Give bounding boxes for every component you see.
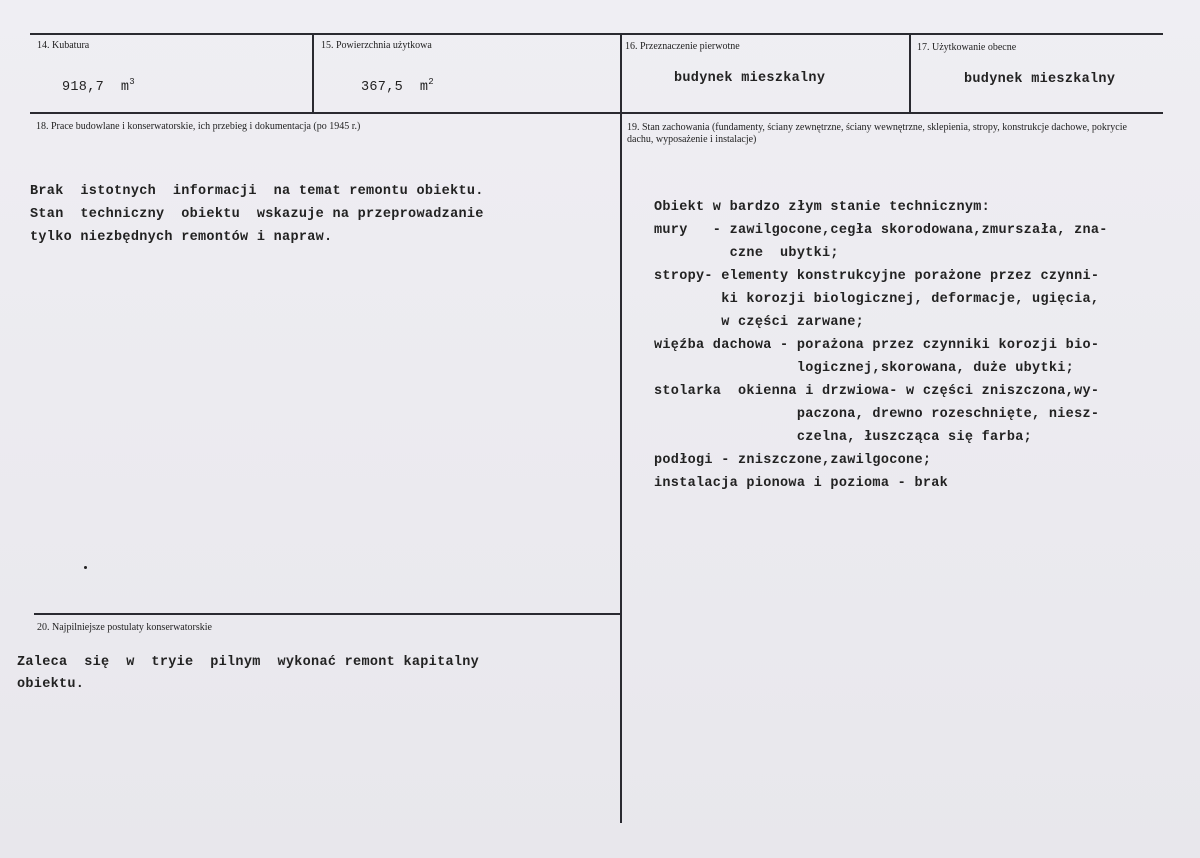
col-rule-b <box>620 33 622 823</box>
field-18-text <box>30 180 484 249</box>
col-rule-c <box>909 33 911 114</box>
area-value: 367,5 <box>361 80 404 95</box>
field-20-line: Zaleca się w tryie pilnym wykonać remont kapitalny <box>17 655 480 670</box>
field-18-line: Brak istotnych informacji na temat remontu obiektu. <box>30 184 484 199</box>
area-exponent: 2 <box>428 77 434 87</box>
field-20-text <box>17 652 479 696</box>
col-rule-a <box>312 33 314 114</box>
area-unit: m <box>419 80 429 95</box>
field-14-label: 14. Kubatura <box>37 40 90 51</box>
field-18-line: Stan techniczny obiektu wskazuje na przeprowadzanie <box>30 207 484 222</box>
field-17-value: budynek mieszkalny <box>964 72 1116 87</box>
field-18-line: tylko niezbędnych remontów i napraw. <box>30 230 333 245</box>
field-19-line: czelna, łuszcząca się farba; <box>654 430 1033 445</box>
field-14-value <box>62 77 135 95</box>
field-19-line: instalacja pionowa i pozioma - brak <box>654 476 949 491</box>
ink-dot <box>84 566 87 569</box>
row-rule-2 <box>34 613 622 615</box>
row-rule-1 <box>30 112 1163 114</box>
field-19-line: Obiekt w bardzo złym stanie technicznym: <box>654 200 991 215</box>
field-19-line: mury - zawilgocone,cegła skorodowana,zmurszała, zna- <box>654 223 1108 238</box>
field-20-label: 20. Najpilniejsze postulaty konserwatorskie <box>37 622 212 633</box>
field-19-line: logicznej,skorowana, duże ubytki; <box>654 361 1075 376</box>
field-19-line: stolarka okienna i drzwiowa- w części zniszczona,wy- <box>654 384 1100 399</box>
field-15-value <box>361 77 434 95</box>
field-17-label: 17. Użytkowanie obecne <box>917 42 1017 53</box>
field-19-line: w części zarwane; <box>654 315 865 330</box>
field-19-line: więźba dachowa - porażona przez czynniki korozji bio- <box>654 338 1100 353</box>
field-18-label: 18. Prace budowlane i konserwatorskie, ich przebieg i dokumentacja (po 1945 r.) <box>36 121 361 132</box>
field-19-text <box>654 196 1108 495</box>
field-19-line: stropy- elementy konstrukcyjne porażone przez czynni- <box>654 269 1100 284</box>
field-16-value: budynek mieszkalny <box>674 71 826 86</box>
field-19-line: paczona, drewno rozeschnięte, niesz- <box>654 407 1100 422</box>
field-19-line: ki korozji biologicznej, deformacje, ugięcia, <box>654 292 1100 307</box>
field-19-label: 19. Stan zachowania (fundamenty, ściany zewnętrzne, ściany wewnętrzne, sklepienia, stropy, konstrukcje dachowe, pokrycie dachu, wyposażenie i instalacje) <box>627 122 1127 145</box>
field-20-line: obiektu. <box>17 677 85 692</box>
top-rule <box>30 33 1163 35</box>
field-15-label: 15. Powierzchnia użytkowa <box>321 40 432 51</box>
field-19-line: czne ubytki; <box>654 246 839 261</box>
cubature-exponent: 3 <box>129 77 135 87</box>
cubature-unit: m <box>120 80 130 95</box>
field-16-label: 16. Przeznaczenie pierwotne <box>625 41 740 52</box>
field-19-line: podłogi - zniszczone,zawilgocone; <box>654 453 932 468</box>
cubature-value: 918,7 <box>62 80 105 95</box>
